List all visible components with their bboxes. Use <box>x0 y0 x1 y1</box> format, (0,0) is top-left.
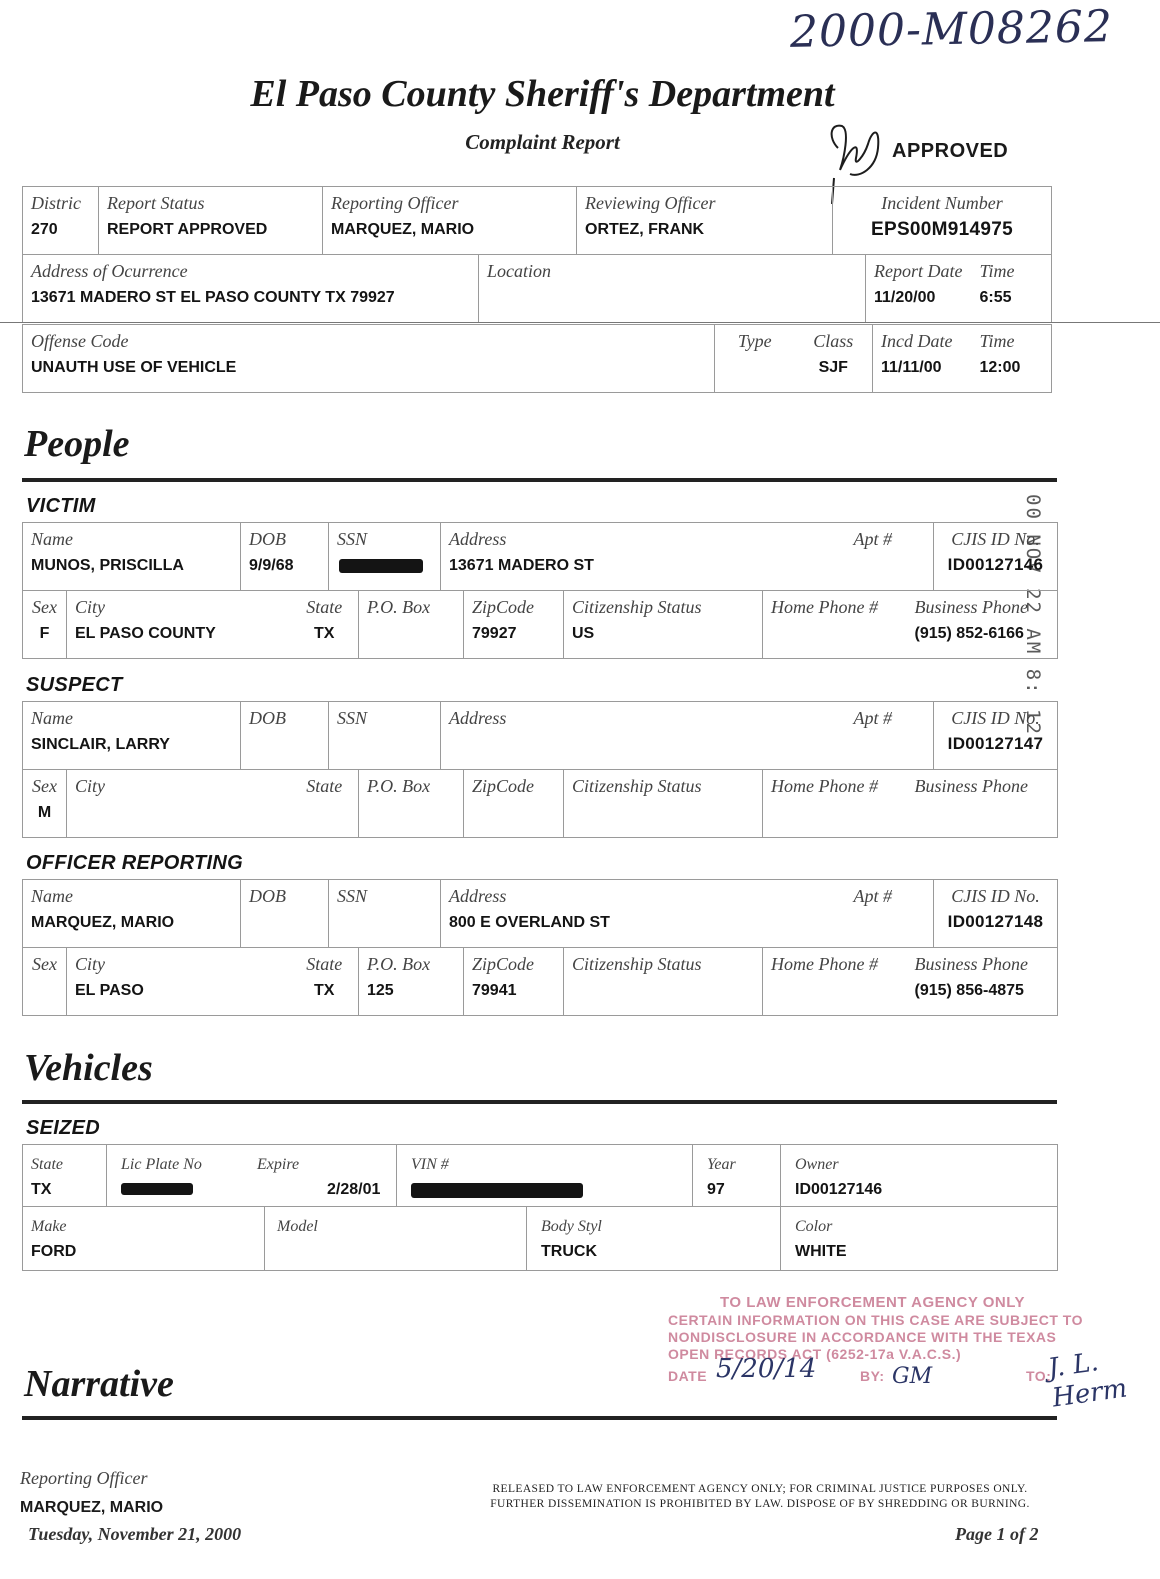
victim-pobox-cell <box>359 591 464 659</box>
officer-business-phone-cell <box>907 948 1058 1016</box>
suspect-zip-label: ZipCode <box>472 776 535 796</box>
officer-zip-cell <box>464 948 564 1016</box>
vehicle-body-value: TRUCK <box>541 1243 597 1260</box>
district-cell <box>23 187 99 255</box>
officer-city-cell <box>67 948 291 1016</box>
victim-sex-label: Sex <box>32 597 57 617</box>
suspect-address-cell <box>441 702 846 770</box>
release-stamp-date-label: DATE <box>668 1368 708 1384</box>
victim-business-phone-label: Business Phone <box>914 597 1028 617</box>
victim-zip-cell <box>464 591 564 659</box>
suspect-name-value: SINCLAIR, LARRY <box>31 736 170 753</box>
vehicle-year-value: 97 <box>707 1181 725 1198</box>
victim-address-label: Address <box>449 529 507 549</box>
victim-apt-label: Apt # <box>853 529 892 549</box>
victim-cjis-value: ID00127146 <box>947 555 1044 574</box>
officer-home-phone-label: Home Phone # <box>771 954 878 974</box>
report-summary-table <box>22 186 1052 255</box>
report-date-label: Report Date <box>874 261 963 281</box>
vehicle-vin-cell <box>397 1145 693 1207</box>
suspect-table-row1 <box>22 701 1058 770</box>
license-plate-redaction <box>121 1183 193 1195</box>
release-stamp-to-label: TO: <box>1026 1368 1052 1384</box>
victim-ssn-label: SSN <box>337 529 368 549</box>
offense-code-label: Offense Code <box>31 331 129 351</box>
officer-citizenship-cell <box>564 948 763 1016</box>
victim-home-phone-label: Home Phone # <box>771 597 878 617</box>
officer-city-label: City <box>75 954 105 974</box>
victim-home-phone-cell <box>763 591 907 659</box>
victim-name-cell <box>23 523 241 591</box>
release-to-handwritten: J. L. Herm <box>1046 1347 1130 1414</box>
officer-ssn-cell <box>329 880 441 948</box>
officer-sex-label: Sex <box>32 954 57 974</box>
vehicle-make-label: Make <box>31 1218 67 1235</box>
victim-dob-cell <box>241 523 329 591</box>
victim-ssn-redaction <box>339 559 423 573</box>
incd-date-value: 11/11/00 <box>881 359 942 376</box>
officer-state-cell <box>291 948 359 1016</box>
vehicle-color-value: WHITE <box>795 1243 847 1260</box>
officer-dob-cell <box>241 880 329 948</box>
victim-pobox-label: P.O. Box <box>367 597 431 617</box>
officer-pobox-label: P.O. Box <box>367 954 431 974</box>
suspect-sex-label: Sex <box>32 776 57 796</box>
reporting-officer-label: Reporting Officer <box>331 193 459 213</box>
suspect-apt-cell <box>846 702 934 770</box>
offense-code-value: UNAUTH USE OF VEHICLE <box>31 359 237 376</box>
release-date-handwritten: 5/20/14 <box>716 1354 817 1384</box>
officer-cjis-value: ID00127148 <box>947 912 1044 931</box>
suspect-business-phone-cell <box>907 770 1058 838</box>
victim-table-row2 <box>22 590 1058 659</box>
address-of-occurrence-cell <box>23 255 479 323</box>
officer-address-label: Address <box>449 886 507 906</box>
incident-number-cell <box>833 187 1052 255</box>
vehicle-table-row2 <box>22 1206 1058 1271</box>
officer-dob-label: DOB <box>249 886 286 906</box>
officer-apt-label: Apt # <box>853 886 892 906</box>
victim-table-row1 <box>22 522 1058 591</box>
victim-zip-value: 79927 <box>472 625 517 642</box>
location-label: Location <box>487 261 552 281</box>
officer-business-phone-value: (915) 856-4875 <box>914 982 1024 999</box>
victim-citizenship-label: Citizenship Status <box>572 597 702 617</box>
report-status-cell <box>99 187 323 255</box>
suspect-dob-label: DOB <box>249 708 286 728</box>
officer-business-phone-label: Business Phone <box>914 954 1028 974</box>
incd-time-value: 12:00 <box>979 359 1021 376</box>
suspect-cjis-value: ID00127147 <box>947 734 1044 753</box>
suspect-cjis-cell <box>934 702 1058 770</box>
scan-line <box>0 322 1160 323</box>
type-label: Type <box>737 331 772 351</box>
vehicle-owner-label: Owner <box>795 1156 839 1173</box>
victim-state-cell <box>291 591 359 659</box>
suspect-cjis-label: CJIS ID No. <box>951 708 1040 728</box>
vin-redaction <box>411 1183 583 1198</box>
vehicle-color-label: Color <box>795 1218 833 1235</box>
reviewing-officer-label: Reviewing Officer <box>585 193 716 213</box>
incident-number-value: EPS00M914975 <box>871 219 1013 240</box>
victim-name-label: Name <box>31 529 73 549</box>
release-stamp-line4: OPEN RECORDS ACT (6252-17a V.A.C.S.) <box>668 1346 962 1362</box>
incd-time-label: Time <box>979 331 1015 351</box>
officer-pobox-value: 125 <box>367 982 394 999</box>
release-stamp-line1: TO LAW ENFORCEMENT AGENCY ONLY <box>720 1294 1026 1311</box>
footer-notice <box>440 1482 1080 1512</box>
victim-address-value: 13671 MADERO ST <box>449 557 594 574</box>
seized-heading: SEIZED <box>26 1117 101 1139</box>
suspect-name-cell <box>23 702 241 770</box>
vehicle-expire-label: Expire <box>257 1156 300 1173</box>
release-by-handwritten: GM <box>892 1364 933 1389</box>
incd-date-label: Incd Date <box>881 331 953 351</box>
suspect-address-label: Address <box>449 708 507 728</box>
suspect-ssn-cell <box>329 702 441 770</box>
vehicle-body-cell <box>527 1207 781 1271</box>
reviewing-officer-value: ORTEZ, FRANK <box>585 221 705 238</box>
suspect-heading: SUSPECT <box>26 674 123 696</box>
officer-cjis-label: CJIS ID No. <box>951 886 1040 906</box>
victim-business-phone-value: (915) 852-6166 <box>914 625 1024 642</box>
officer-zip-label: ZipCode <box>472 954 535 974</box>
address-of-occurrence-label: Address of Ocurrence <box>31 261 188 281</box>
officer-address-cell <box>441 880 846 948</box>
suspect-name-label: Name <box>31 708 73 728</box>
victim-city-cell <box>67 591 291 659</box>
victim-apt-cell <box>846 523 934 591</box>
victim-business-phone-cell <box>907 591 1058 659</box>
officer-pobox-cell <box>359 948 464 1016</box>
vehicle-owner-cell <box>781 1145 1058 1207</box>
vehicle-vin-label: VIN # <box>411 1156 449 1173</box>
report-date-value: 11/20/00 <box>874 289 936 306</box>
vehicle-expire-value: 2/28/01 <box>327 1181 381 1198</box>
officer-ssn-label: SSN <box>337 886 368 906</box>
vehicle-model-label: Model <box>277 1218 318 1235</box>
vehicle-make-cell <box>23 1207 265 1271</box>
victim-zip-label: ZipCode <box>472 597 535 617</box>
vehicle-make-value: FORD <box>31 1243 77 1260</box>
district-label: Distric <box>31 193 82 213</box>
officer-state-label: State <box>306 954 343 974</box>
incd-date-cell <box>873 325 972 393</box>
report-date-cell <box>866 255 972 323</box>
release-stamp-by-label: BY: <box>860 1368 885 1384</box>
officer-name-label: Name <box>31 886 73 906</box>
officer-apt-cell <box>846 880 934 948</box>
vehicle-model-cell <box>265 1207 527 1271</box>
officer-heading: OFFICER REPORTING <box>26 852 243 874</box>
page-title: El Paso County Sheriff's Department <box>250 73 835 115</box>
officer-table-row2 <box>22 947 1058 1016</box>
page-number: Page 1 of 2 <box>955 1524 1039 1544</box>
type-cell <box>715 325 795 393</box>
victim-state-label: State <box>306 597 343 617</box>
vehicle-plate-label: Lic Plate No <box>121 1156 202 1173</box>
vehicle-year-cell <box>693 1145 781 1207</box>
report-status-label: Report Status <box>107 193 205 213</box>
vehicle-color-cell <box>781 1207 1058 1271</box>
class-cell <box>795 325 873 393</box>
release-stamp-line2: CERTAIN INFORMATION ON THIS CASE ARE SUBJECT TO <box>668 1312 1083 1328</box>
release-stamp <box>664 1294 1134 1414</box>
victim-city-label: City <box>75 597 105 617</box>
suspect-state-label: State <box>306 776 343 796</box>
suspect-pobox-label: P.O. Box <box>367 776 431 796</box>
suspect-state-cell <box>291 770 359 838</box>
offense-code-cell <box>23 325 715 393</box>
people-heading: People <box>24 423 130 465</box>
victim-citizenship-value: US <box>572 625 595 642</box>
suspect-table-row2 <box>22 769 1058 838</box>
footer-reporting-officer-label: Reporting Officer <box>20 1468 148 1488</box>
release-stamp-line3: NONDISCLOSURE IN ACCORDANCE WITH THE TEXAS <box>668 1329 1057 1345</box>
vehicle-plate-cell <box>107 1145 397 1207</box>
vehicle-state-value: TX <box>31 1181 52 1198</box>
victim-citizenship-cell <box>564 591 763 659</box>
victim-heading: VICTIM <box>26 495 96 517</box>
vehicle-body-label: Body Styl <box>541 1218 602 1235</box>
victim-cjis-label: CJIS ID No. <box>951 529 1040 549</box>
suspect-home-phone-cell <box>763 770 907 838</box>
victim-dob-label: DOB <box>249 529 286 549</box>
offense-table <box>22 324 1052 393</box>
footer-date: Tuesday, November 21, 2000 <box>28 1524 242 1544</box>
victim-sex-value: F <box>39 625 50 642</box>
reporting-officer-value: MARQUEZ, MARIO <box>331 221 475 238</box>
suspect-ssn-label: SSN <box>337 708 368 728</box>
victim-dob-value: 9/9/68 <box>249 557 294 574</box>
incident-number-label: Incident Number <box>881 193 1003 213</box>
officer-city-value: EL PASO <box>75 982 144 999</box>
suspect-sex-cell <box>23 770 67 838</box>
officer-zip-value: 79941 <box>472 982 517 999</box>
officer-citizenship-label: Citizenship Status <box>572 954 702 974</box>
address-of-occurrence-value: 13671 MADERO ST EL PASO COUNTY TX 79927 <box>31 289 395 306</box>
officer-name-cell <box>23 880 241 948</box>
report-status-value: REPORT APPROVED <box>107 221 268 238</box>
footer-notice-line1: RELEASED TO LAW ENFORCEMENT AGENCY ONLY; FOR CRIMINAL JUSTICE PURPOSES ONLY. <box>492 1483 1028 1495</box>
victim-city-value: EL PASO COUNTY <box>75 625 216 642</box>
suspect-citizenship-cell <box>564 770 763 838</box>
class-label: Class <box>813 331 854 351</box>
officer-state-value: TX <box>314 982 335 999</box>
suspect-business-phone-label: Business Phone <box>914 776 1028 796</box>
reporting-officer-cell <box>323 187 577 255</box>
district-value: 270 <box>31 221 58 238</box>
footer-notice-line2: FURTHER DISSEMINATION IS PROHIBITED BY LAW. DISPOSE OF BY SHREDDING OR BURNING. <box>490 1498 1030 1510</box>
suspect-city-label: City <box>75 776 105 796</box>
narrative-rule <box>22 1416 1057 1420</box>
suspect-pobox-cell <box>359 770 464 838</box>
vehicle-owner-value: ID00127146 <box>795 1181 883 1198</box>
footer-reporting-officer-name: MARQUEZ, MARIO <box>20 1499 164 1516</box>
victim-ssn-cell <box>329 523 441 591</box>
reviewing-officer-cell <box>577 187 833 255</box>
people-rule <box>22 478 1057 482</box>
victim-state-value: TX <box>314 625 335 642</box>
officer-home-phone-cell <box>763 948 907 1016</box>
narrative-heading: Narrative <box>24 1363 174 1405</box>
report-time-cell <box>972 255 1052 323</box>
approved-label: APPROVED <box>892 140 1009 162</box>
page-subtitle: Complaint Report <box>465 130 620 154</box>
suspect-apt-label: Apt # <box>853 708 892 728</box>
occurrence-table <box>22 254 1052 323</box>
received-stamp: 00 NOV 22 AM 8: 12 <box>1022 494 1044 736</box>
suspect-home-phone-label: Home Phone # <box>771 776 878 796</box>
suspect-zip-cell <box>464 770 564 838</box>
victim-name-value: MUNOS, PRISCILLA <box>31 557 184 574</box>
officer-cjis-cell <box>934 880 1058 948</box>
incd-time-cell <box>972 325 1052 393</box>
suspect-dob-cell <box>241 702 329 770</box>
report-time-label: Time <box>979 261 1015 281</box>
suspect-citizenship-label: Citizenship Status <box>572 776 702 796</box>
officer-name-value: MARQUEZ, MARIO <box>31 914 175 931</box>
victim-cjis-cell <box>934 523 1058 591</box>
location-cell <box>479 255 866 323</box>
suspect-city-cell <box>67 770 291 838</box>
vehicle-year-label: Year <box>707 1156 736 1173</box>
report-time-value: 6:55 <box>979 289 1012 306</box>
vehicle-state-cell <box>23 1145 107 1207</box>
vehicles-rule <box>22 1100 1057 1104</box>
vehicle-table-row1 <box>22 1144 1058 1207</box>
vehicles-heading: Vehicles <box>24 1047 153 1089</box>
class-value: SJF <box>818 359 848 376</box>
suspect-sex-value: M <box>37 804 52 821</box>
officer-address-value: 800 E OVERLAND ST <box>449 914 610 931</box>
officer-sex-cell <box>23 948 67 1016</box>
officer-table-row1 <box>22 879 1058 948</box>
victim-address-cell <box>441 523 846 591</box>
handwritten-case-number: 2000-M08262 <box>789 1 1114 58</box>
vehicle-state-label: State <box>31 1156 63 1173</box>
victim-sex-cell <box>23 591 67 659</box>
